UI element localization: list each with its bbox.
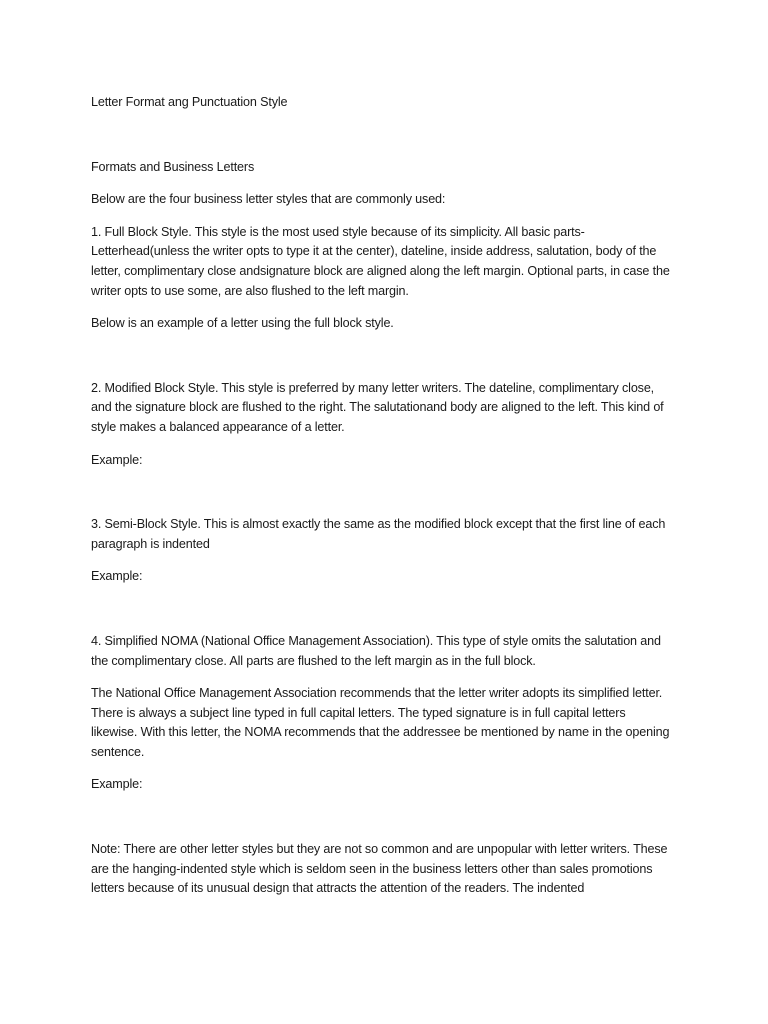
full-block-example-line: Below is an example of a letter using the full block style. [91,316,394,331]
modified-block-paragraph: 2. Modified Block Style. This style is preferred by many letter writers. The dateline, complimentary close, and the signature block are flushed to the right. The salutationand body are aligned to the left. This kind of style makes a balanced appearance of a letter. [91,380,664,434]
semi-block-example-label: Example: [91,569,143,584]
semi-block-paragraph: 3. Semi-Block Style. This is almost exactly the same as the modified block except that the first line of each paragraph is indented [91,517,666,551]
simplified-noma-example-label: Example: [91,777,143,792]
modified-block-example-label: Example: [91,452,143,467]
full-block-paragraph: 1. Full Block Style. This style is the most used style because of its simplicity. All basic parts- Letterhead(unless the writer opts to type it at the center), dateline, inside address, salutation, body of the letter, complimentary close andsignature block are aligned along the left margin. Optional parts, in case the writer opts to use some, are also flushed to the left margin. [91,224,670,298]
note-paragraph: Note: There are other letter styles but they are not so common and are unpopular with letter writers. These are the hanging-indented style which is seldom seen in the business letters other than sales promotions letters because of its unusual design that attracts the attention of the readers. The indented [91,842,668,896]
simplified-noma-paragraph: 4. Simplified NOMA (National Office Management Association). This type of style omits the salutation and the complimentary close. All parts are flushed to the left margin as in the full block. [91,633,661,668]
section-heading: Formats and Business Letters [91,159,255,174]
intro-paragraph: Below are the four business letter styles that are commonly used: [91,192,446,207]
document-title: Letter Format ang Punctuation Style [91,95,288,109]
document-body [91,93,671,899]
noma-description-paragraph: The National Office Management Association recommends that the letter writer adopts its simplified letter. There is always a subject line typed in full capital letters. The typed signature is in full capital letters likewise. With this letter, the NOMA recommends that the addressee be mentioned by name in the opening sentence. [91,686,670,759]
